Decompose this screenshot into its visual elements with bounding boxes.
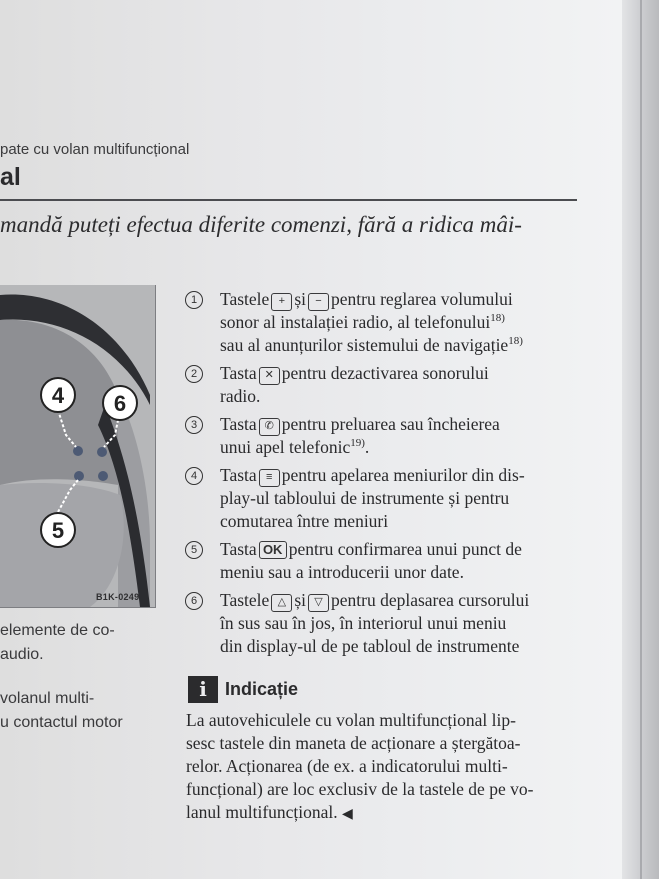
item-number-badge: 2 <box>185 365 203 383</box>
item-text: meniu sau a introducerii unor date. <box>220 562 464 582</box>
button-dot <box>97 447 107 457</box>
item-text: Tasta <box>220 539 257 559</box>
arrow-up-key-icon: △ <box>271 594 292 612</box>
steering-wheel-figure <box>0 285 156 608</box>
notice-line: La autovehiculele cu volan multifuncțional lip- <box>186 710 516 730</box>
callout-label-4: 4 <box>51 383 65 408</box>
item-text: pentru preluarea sau încheierea <box>281 414 500 434</box>
list-item <box>185 288 585 357</box>
list-item <box>185 538 585 584</box>
left-fragment-line: u contactul motor <box>0 714 123 731</box>
volume-down-key-icon: − <box>308 293 329 311</box>
caption-line: audio. <box>0 646 44 663</box>
figure-caption <box>0 619 115 667</box>
figure-code: B1K-0249 <box>96 592 140 602</box>
item-text: din display-ul de pe tabloul de instrumente <box>220 636 520 656</box>
item-number-badge: 4 <box>185 467 203 485</box>
left-fragment-line: volanul multi- <box>0 690 95 707</box>
item-text: în sus sau în jos, în interiorul unui meniu <box>220 613 507 633</box>
list-item <box>185 589 585 658</box>
notice-line: sesc tastele din maneta de acționare a ștergătoa- <box>186 733 521 753</box>
item-text: pentru deplasarea cursorului <box>331 590 530 610</box>
left-column-fragment <box>0 687 123 735</box>
item-text: și <box>294 289 306 309</box>
item-text: Tastele <box>220 590 270 610</box>
item-number-badge: 6 <box>185 592 203 610</box>
phone-key-icon: ✆ <box>259 418 280 436</box>
item-text: pentru dezactivarea sonorului <box>281 363 489 383</box>
section-title: al <box>0 163 21 191</box>
item-text: unui apel telefonic <box>220 437 351 457</box>
item-text: Tasta <box>220 465 257 485</box>
notice-line: funcțional) are loc exclusiv de la tastele de pe vo- <box>186 779 534 799</box>
intro-text: mandă puteți efectua diferite comenzi, fără a ridica mâi- <box>0 212 522 237</box>
caption-line: elemente de co- <box>0 622 115 639</box>
volume-up-key-icon: + <box>271 293 292 311</box>
button-dot <box>98 471 108 481</box>
header-rule <box>0 199 577 201</box>
steering-wheel-illustration <box>0 285 155 607</box>
item-text: pentru apelarea meniurilor din dis- <box>281 465 525 485</box>
mute-key-icon: ✕ <box>259 367 280 385</box>
info-icon: i <box>188 676 218 703</box>
running-header: pate cu volan multifuncțional <box>0 141 190 158</box>
item-text: sonor al instalației radio, al telefonului <box>220 312 491 332</box>
end-marker-icon: ◀ <box>342 807 353 822</box>
button-description-list <box>185 288 585 663</box>
notice-line: lanul multifuncțional. <box>186 802 338 822</box>
item-text: Tasta <box>220 414 257 434</box>
item-text: pentru reglarea volumului <box>331 289 513 309</box>
item-text: play-ul tabloului de instrumente și pentru <box>220 488 510 508</box>
menu-key-icon: ≡ <box>259 469 280 487</box>
footnote-ref: 19) <box>350 437 365 450</box>
page-stack-line <box>640 0 642 879</box>
notice-body <box>186 709 586 826</box>
item-text: comutarea între meniuri <box>220 511 389 531</box>
item-text: Tasta <box>220 363 257 383</box>
item-number-badge: 5 <box>185 541 203 559</box>
item-number-badge: 1 <box>185 291 203 309</box>
item-number-badge: 3 <box>185 416 203 434</box>
notice-title: Indicație <box>225 679 299 699</box>
footnote-ref: 18) <box>490 312 505 325</box>
footnote-ref: 18) <box>508 335 523 348</box>
notice-line: relor. Acționarea (de ex. a indicatorului multi- <box>186 756 508 776</box>
list-item <box>185 464 585 533</box>
button-dot <box>73 446 83 456</box>
item-text: și <box>294 590 306 610</box>
list-item <box>185 413 585 459</box>
list-item <box>185 362 585 408</box>
item-text: pentru confirmarea unui punct de <box>288 539 522 559</box>
callout-label-6: 6 <box>113 391 127 416</box>
item-text: sau al anunțurilor sistemului de navigație <box>220 335 509 355</box>
ok-key-icon: OK <box>259 541 287 559</box>
button-dot <box>74 471 84 481</box>
callout-label-5: 5 <box>51 518 65 543</box>
item-text: radio. <box>220 386 261 406</box>
item-text: Tastele <box>220 289 270 309</box>
item-text: . <box>364 437 370 457</box>
arrow-down-key-icon: ▽ <box>308 594 329 612</box>
